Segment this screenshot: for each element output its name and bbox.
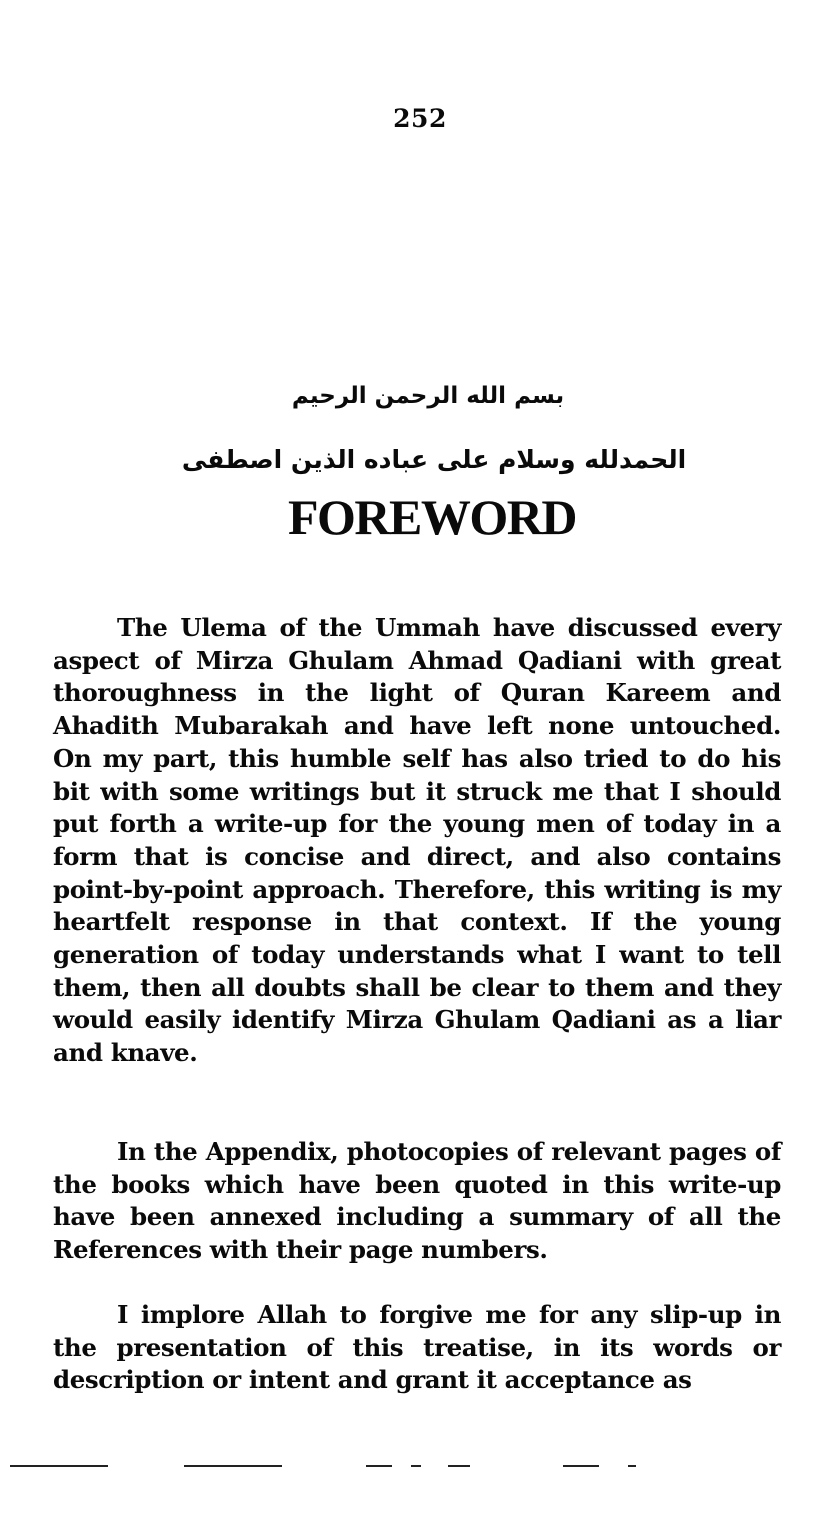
paragraph: [53, 1136, 781, 1267]
paragraph: [53, 1299, 781, 1397]
footer-rule: [628, 1465, 636, 1467]
footer-rule: [366, 1465, 392, 1467]
paragraph-text: In the Appendix, photocopies of relevant pages of the books which have been quoted in this write-up have been annexed including a summary of all the References with their page numbers.: [53, 1137, 781, 1265]
paragraph-text: The Ulema of the Ummah have discussed every aspect of Mirza Ghulam Ahmad Qadiani with great thoroughness in the light of Quran Kareem and Ahadith Mubarakah and have left none untouched. On my part, this humble self has also tried to do his bit with some writings but it struck me that I should put forth a write-up for the young men of today in a form that is concise and direct, and also contains point-by-point approach. Therefore, this writing is my heartfelt response in that context. If the young generation of today understands what I want to tell them, then all doubts shall be clear to them and they would easily identify Mirza Ghulam Qadiani as a liar and knave.: [53, 613, 781, 1068]
bismillah-line: بسم الله الرحمن الرحيم: [291, 383, 565, 409]
footer-rule: [448, 1465, 470, 1467]
footer-rule: [10, 1465, 108, 1467]
page-number: 252: [393, 104, 447, 133]
footer-rule: [563, 1465, 599, 1467]
footer-rule: [184, 1465, 282, 1467]
paragraph-text: I implore Allah to forgive me for any slip-up in the presentation of this treatise, in its words or description or intent and grant it acceptance as: [53, 1300, 781, 1395]
hamd-line: الحمدلله وسلام على عباده الذين اصطفى: [181, 445, 687, 474]
paragraph: [53, 612, 781, 1070]
footer-rule: [411, 1465, 421, 1467]
page-title: FOREWORD: [288, 489, 576, 545]
